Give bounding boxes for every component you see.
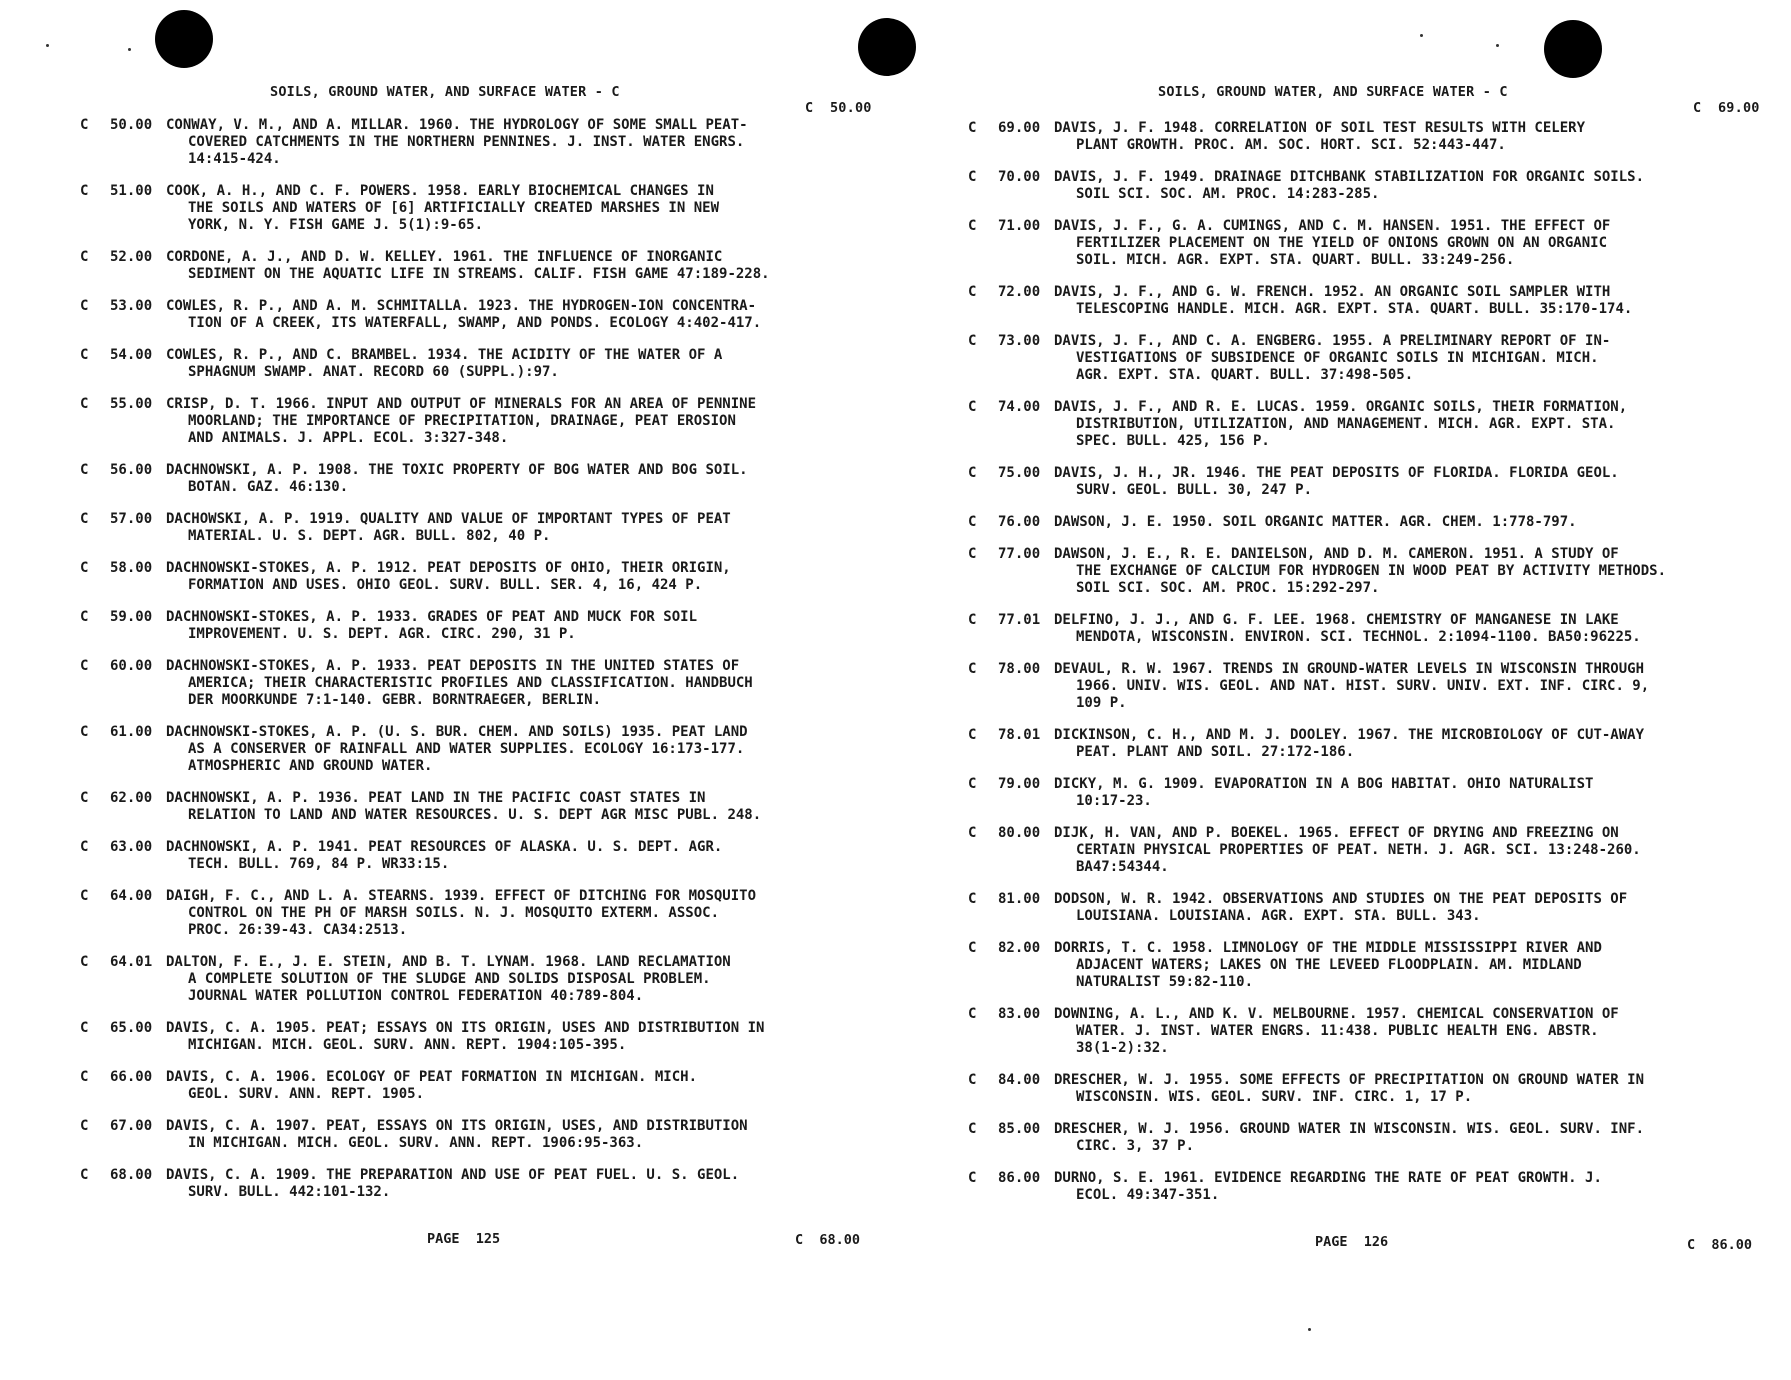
entry-section-letter: C: [968, 940, 977, 956]
entry-number: 58.00: [110, 560, 153, 576]
citation-line: MATERIAL. U. S. DEPT. AGR. BULL. 802, 40 P.: [188, 528, 551, 544]
entry-number: 50.00: [110, 117, 153, 133]
citation-line: DAVIS, J. F., AND R. E. LUCAS. 1959. ORGANIC SOILS, THEIR FORMATION,: [1054, 399, 1628, 415]
reference-entry: [968, 218, 1778, 269]
entry-section-letter: C: [968, 1121, 977, 1137]
citation-line: THE SOILS AND WATERS OF [6] ARTIFICIALLY CREATED MARSHES IN NEW: [188, 200, 720, 216]
citation-line: 38(1-2):32.: [1076, 1040, 1169, 1056]
entry-section-letter: C: [968, 661, 977, 677]
entry-citation: [1054, 661, 1778, 712]
citation-line: CERTAIN PHYSICAL PROPERTIES OF PEAT. NETH. J. AGR. SCI. 13:248-260.: [1076, 842, 1641, 858]
entry-citation: [166, 658, 880, 709]
entry-section-letter: C: [968, 1072, 977, 1088]
footer-entry-code: C 68.00: [795, 1232, 861, 1248]
entry-number: 78.00: [998, 661, 1041, 677]
citation-line: SPEC. BULL. 425, 156 P.: [1076, 433, 1270, 449]
entry-citation: [1054, 465, 1778, 499]
reference-entry: [968, 940, 1778, 991]
citation-line: AND ANIMALS. J. APPL. ECOL. 3:327-348.: [188, 430, 509, 446]
reference-entry: [80, 511, 880, 545]
reference-entry: [80, 1020, 880, 1054]
citation-line: FORMATION AND USES. OHIO GEOL. SURV. BULL. SER. 4, 16, 424 P.: [188, 577, 703, 593]
entry-section-letter: C: [968, 612, 977, 628]
citation-line: DAVIS, C. A. 1907. PEAT, ESSAYS ON ITS ORIGIN, USES, AND DISTRIBUTION: [166, 1118, 748, 1134]
scan-speck: [1420, 34, 1423, 37]
reference-entry: [968, 1072, 1778, 1106]
citation-line: BOTAN. GAZ. 46:130.: [188, 479, 349, 495]
punch-hole: [155, 10, 213, 68]
entry-number: 59.00: [110, 609, 153, 625]
citation-line: COWLES, R. P., AND C. BRAMBEL. 1934. THE ACIDITY OF THE WATER OF A: [166, 347, 723, 363]
citation-line: PROC. 26:39-43. CA34:2513.: [188, 922, 408, 938]
entry-number: 78.01: [998, 727, 1041, 743]
entry-number: 76.00: [998, 514, 1041, 530]
entry-section-letter: C: [80, 954, 89, 970]
citation-line: VESTIGATIONS OF SUBSIDENCE OF ORGANIC SOILS IN MICHIGAN. MICH.: [1076, 350, 1599, 366]
citation-line: LOUISIANA. LOUISIANA. AGR. EXPT. STA. BULL. 343.: [1076, 908, 1481, 924]
citation-line: DAVIS, C. A. 1905. PEAT; ESSAYS ON ITS ORIGIN, USES AND DISTRIBUTION IN: [166, 1020, 765, 1036]
reference-entry: [80, 724, 880, 775]
entry-section-letter: C: [968, 333, 977, 349]
entry-citation: [1054, 333, 1778, 384]
entry-section-letter: C: [80, 462, 89, 478]
entry-number: 71.00: [998, 218, 1041, 234]
citation-line: ATMOSPHERIC AND GROUND WATER.: [188, 758, 433, 774]
citation-line: SEDIMENT ON THE AQUATIC LIFE IN STREAMS. CALIF. FISH GAME 47:189-228.: [188, 266, 770, 282]
entry-number: 80.00: [998, 825, 1041, 841]
entry-section-letter: C: [80, 609, 89, 625]
entry-number: 66.00: [110, 1069, 153, 1085]
citation-line: DAWSON, J. E., R. E. DANIELSON, AND D. M. CAMERON. 1951. A STUDY OF: [1054, 546, 1619, 562]
reference-entry: [968, 612, 1778, 646]
entry-section-letter: C: [80, 511, 89, 527]
citation-line: RELATION TO LAND AND WATER RESOURCES. U. S. DEPT AGR MISC PUBL. 248.: [188, 807, 762, 823]
reference-entry: [80, 888, 880, 939]
citation-line: COWLES, R. P., AND A. M. SCHMITALLA. 1923. THE HYDROGEN-ION CONCENTRA-: [166, 298, 757, 314]
entry-number: 55.00: [110, 396, 153, 412]
entry-section-letter: C: [80, 888, 89, 904]
entry-citation: [1054, 1006, 1778, 1057]
reference-entry: [968, 1121, 1778, 1155]
reference-entry: [968, 727, 1778, 761]
header-entry-code: C 69.00: [1693, 100, 1760, 116]
citation-line: CORDONE, A. J., AND D. W. KELLEY. 1961. THE INFLUENCE OF INORGANIC: [166, 249, 723, 265]
entry-citation: [1054, 399, 1778, 450]
punch-hole: [1544, 20, 1602, 78]
citation-line: DODSON, W. R. 1942. OBSERVATIONS AND STUDIES ON THE PEAT DEPOSITS OF: [1054, 891, 1628, 907]
entry-citation: [1054, 218, 1778, 269]
entry-section-letter: C: [968, 465, 977, 481]
citation-line: DAVIS, J. F., G. A. CUMINGS, AND C. M. HANSEN. 1951. THE EFFECT OF: [1054, 218, 1611, 234]
entry-citation: [166, 396, 880, 447]
entry-section-letter: C: [80, 249, 89, 265]
scan-speck: [1496, 44, 1499, 47]
citation-line: DACHNOWSKI-STOKES, A. P. 1933. PEAT DEPOSITS IN THE UNITED STATES OF: [166, 658, 740, 674]
reference-entry: [80, 249, 880, 283]
entry-citation: [1054, 612, 1778, 646]
scan-speck: [46, 44, 49, 47]
citation-line: ADJACENT WATERS; LAKES ON THE LEVEED FLOODPLAIN. AM. MIDLAND: [1076, 957, 1582, 973]
entry-section-letter: C: [968, 727, 977, 743]
citation-line: DICKY, M. G. 1909. EVAPORATION IN A BOG HABITAT. OHIO NATURALIST: [1054, 776, 1594, 792]
citation-line: CRISP, D. T. 1966. INPUT AND OUTPUT OF MINERALS FOR AN AREA OF PENNINE: [166, 396, 757, 412]
citation-line: TELESCOPING HANDLE. MICH. AGR. EXPT. STA. QUART. BULL. 35:170-174.: [1076, 301, 1633, 317]
citation-line: DAVIS, J. F. 1949. DRAINAGE DITCHBANK STABILIZATION FOR ORGANIC SOILS.: [1054, 169, 1645, 185]
entry-section-letter: C: [80, 1020, 89, 1036]
entry-citation: [166, 790, 880, 824]
entry-number: 53.00: [110, 298, 153, 314]
entry-citation: [166, 888, 880, 939]
entry-section-letter: C: [80, 1069, 89, 1085]
entry-number: 77.00: [998, 546, 1041, 562]
citation-line: SOIL SCI. SOC. AM. PROC. 15:292-297.: [1076, 580, 1380, 596]
scan-speck: [128, 48, 131, 51]
reference-entry: [968, 399, 1778, 450]
reference-entry: [968, 891, 1778, 925]
citation-line: DAVIS, J. F. 1948. CORRELATION OF SOIL TEST RESULTS WITH CELERY: [1054, 120, 1586, 136]
citation-line: DACHNOWSKI-STOKES, A. P. 1933. GRADES OF PEAT AND MUCK FOR SOIL: [166, 609, 698, 625]
reference-entry: [80, 396, 880, 447]
citation-line: A COMPLETE SOLUTION OF THE SLUDGE AND SOLIDS DISPOSAL PROBLEM.: [188, 971, 711, 987]
reference-entry: [80, 183, 880, 234]
citation-line: TECH. BULL. 769, 84 P. WR33:15.: [188, 856, 450, 872]
citation-line: 1966. UNIV. WIS. GEOL. AND NAT. HIST. SURV. UNIV. EXT. INF. CIRC. 9,: [1076, 678, 1650, 694]
entry-citation: [166, 1020, 880, 1054]
reference-entry: [968, 465, 1778, 499]
entry-citation: [1054, 1170, 1778, 1204]
citation-line: DOWNING, A. L., AND K. V. MELBOURNE. 1957. CHEMICAL CONSERVATION OF: [1054, 1006, 1619, 1022]
reference-entry: [80, 1167, 880, 1201]
citation-line: DAWSON, J. E. 1950. SOIL ORGANIC MATTER. AGR. CHEM. 1:778-797.: [1054, 514, 1577, 530]
entry-citation: [166, 249, 880, 283]
reference-entry: [80, 658, 880, 709]
reference-entry: [80, 117, 880, 168]
entry-citation: [1054, 825, 1778, 876]
reference-entry: [80, 1118, 880, 1152]
entry-citation: [1054, 514, 1778, 531]
entry-section-letter: C: [80, 117, 89, 133]
entry-citation: [166, 609, 880, 643]
entry-section-letter: C: [80, 1118, 89, 1134]
entry-number: 86.00: [998, 1170, 1041, 1186]
reference-entry: [80, 560, 880, 594]
entry-citation: [1054, 169, 1778, 203]
entry-section-letter: C: [80, 298, 89, 314]
citation-line: SURV. BULL. 442:101-132.: [188, 1184, 391, 1200]
citation-line: DEVAUL, R. W. 1967. TRENDS IN GROUND-WATER LEVELS IN WISCONSIN THROUGH: [1054, 661, 1645, 677]
header-title: SOILS, GROUND WATER, AND SURFACE WATER - C: [270, 84, 620, 100]
entry-number: 61.00: [110, 724, 153, 740]
citation-line: DAVIS, J. F., AND C. A. ENGBERG. 1955. A PRELIMINARY REPORT OF IN-: [1054, 333, 1611, 349]
entry-citation: [166, 1069, 880, 1103]
entry-section-letter: C: [968, 891, 977, 907]
citation-line: COOK, A. H., AND C. F. POWERS. 1958. EARLY BIOCHEMICAL CHANGES IN: [166, 183, 714, 199]
citation-line: IN MICHIGAN. MICH. GEOL. SURV. ANN. REPT. 1906:95-363.: [188, 1135, 644, 1151]
entry-citation: [1054, 891, 1778, 925]
entry-number: 51.00: [110, 183, 153, 199]
citation-line: DACHNOWSKI-STOKES, A. P. 1912. PEAT DEPOSITS OF OHIO, THEIR ORIGIN,: [166, 560, 731, 576]
entry-number: 83.00: [998, 1006, 1041, 1022]
citation-line: MENDOTA, WISCONSIN. ENVIRON. SCI. TECHNOL. 2:1094-1100. BA50:96225.: [1076, 629, 1641, 645]
citation-line: BA47:54344.: [1076, 859, 1169, 875]
citation-line: WATER. J. INST. WATER ENGRS. 11:438. PUBLIC HEALTH ENG. ABSTR.: [1076, 1023, 1599, 1039]
citation-line: NATURALIST 59:82-110.: [1076, 974, 1254, 990]
entry-number: 68.00: [110, 1167, 153, 1183]
citation-line: DRESCHER, W. J. 1956. GROUND WATER IN WISCONSIN. WIS. GEOL. SURV. INF.: [1054, 1121, 1645, 1137]
citation-line: YORK, N. Y. FISH GAME J. 5(1):9-65.: [188, 217, 484, 233]
entry-number: 70.00: [998, 169, 1041, 185]
citation-line: CONWAY, V. M., AND A. MILLAR. 1960. THE HYDROLOGY OF SOME SMALL PEAT-: [166, 117, 748, 133]
entry-citation: [166, 954, 880, 1005]
citation-line: CONTROL ON THE PH OF MARSH SOILS. N. J. MOSQUITO EXTERM. ASSOC.: [188, 905, 720, 921]
citation-line: 109 P.: [1076, 695, 1127, 711]
citation-line: AMERICA; THEIR CHARACTERISTIC PROFILES AND CLASSIFICATION. HANDBUCH: [188, 675, 753, 691]
footer-entry-code: C 86.00: [1687, 1237, 1753, 1253]
reference-entry: [968, 825, 1778, 876]
entry-citation: [1054, 284, 1778, 318]
citation-line: AS A CONSERVER OF RAINFALL AND WATER SUPPLIES. ECOLOGY 16:173-177.: [188, 741, 745, 757]
entry-citation: [166, 839, 880, 873]
citation-line: FERTILIZER PLACEMENT ON THE YIELD OF ONIONS GROWN ON AN ORGANIC: [1076, 235, 1608, 251]
entry-section-letter: C: [80, 347, 89, 363]
reference-entry: [80, 1069, 880, 1103]
entry-citation: [166, 183, 880, 234]
reference-entry: [968, 1006, 1778, 1057]
header-title: SOILS, GROUND WATER, AND SURFACE WATER - C: [1158, 84, 1508, 100]
citation-line: DRESCHER, W. J. 1955. SOME EFFECTS OF PRECIPITATION ON GROUND WATER IN: [1054, 1072, 1645, 1088]
reference-entry: [968, 169, 1778, 203]
bibliography-entries: [80, 117, 880, 1216]
entry-number: 84.00: [998, 1072, 1041, 1088]
citation-line: MICHIGAN. MICH. GEOL. SURV. ANN. REPT. 1904:105-395.: [188, 1037, 627, 1053]
entry-number: 69.00: [998, 120, 1041, 136]
citation-line: IMPROVEMENT. U. S. DEPT. AGR. CIRC. 290, 31 P.: [188, 626, 576, 642]
entry-number: 64.01: [110, 954, 153, 970]
citation-line: SPHAGNUM SWAMP. ANAT. RECORD 60 (SUPPL.):97.: [188, 364, 559, 380]
entry-number: 77.01: [998, 612, 1041, 628]
entry-section-letter: C: [80, 658, 89, 674]
reference-entry: [968, 284, 1778, 318]
entry-number: 62.00: [110, 790, 153, 806]
entry-number: 75.00: [998, 465, 1041, 481]
entry-section-letter: C: [968, 514, 977, 530]
citation-line: DACHNOWSKI, A. P. 1908. THE TOXIC PROPERTY OF BOG WATER AND BOG SOIL.: [166, 462, 748, 478]
entry-number: 60.00: [110, 658, 153, 674]
entry-number: 67.00: [110, 1118, 153, 1134]
entry-section-letter: C: [968, 1006, 977, 1022]
entry-citation: [1054, 1072, 1778, 1106]
citation-line: DER MOORKUNDE 7:1-140. GEBR. BORNTRAEGER, BERLIN.: [188, 692, 602, 708]
citation-line: PEAT. PLANT AND SOIL. 27:172-186.: [1076, 744, 1355, 760]
header-entry-code: C 50.00: [805, 100, 872, 116]
reference-entry: [80, 298, 880, 332]
entry-citation: [1054, 727, 1778, 761]
citation-line: DORRIS, T. C. 1958. LIMNOLOGY OF THE MIDDLE MISSISSIPPI RIVER AND: [1054, 940, 1602, 956]
bibliography-entries: [968, 120, 1778, 1219]
entry-section-letter: C: [80, 839, 89, 855]
entry-citation: [166, 511, 880, 545]
entry-citation: [1054, 546, 1778, 597]
entry-number: 79.00: [998, 776, 1041, 792]
entry-number: 57.00: [110, 511, 153, 527]
entry-citation: [1054, 1121, 1778, 1155]
citation-line: WISCONSIN. WIS. GEOL. SURV. INF. CIRC. 1, 17 P.: [1076, 1089, 1473, 1105]
citation-line: DACHNOWSKI, A. P. 1941. PEAT RESOURCES OF ALASKA. U. S. DEPT. AGR.: [166, 839, 723, 855]
entry-number: 85.00: [998, 1121, 1041, 1137]
citation-line: DAVIS, J. F., AND G. W. FRENCH. 1952. AN ORGANIC SOIL SAMPLER WITH: [1054, 284, 1611, 300]
citation-line: DAIGH, F. C., AND L. A. STEARNS. 1939. EFFECT OF DITCHING FOR MOSQUITO: [166, 888, 757, 904]
citation-line: THE EXCHANGE OF CALCIUM FOR HYDROGEN IN WOOD PEAT BY ACTIVITY METHODS.: [1076, 563, 1667, 579]
citation-line: DIJK, H. VAN, AND P. BOEKEL. 1965. EFFECT OF DRYING AND FREEZING ON: [1054, 825, 1619, 841]
citation-line: DELFINO, J. J., AND G. F. LEE. 1968. CHEMISTRY OF MANGANESE IN LAKE: [1054, 612, 1619, 628]
reference-entry: [80, 347, 880, 381]
entry-citation: [166, 117, 880, 168]
entry-section-letter: C: [968, 120, 977, 136]
reference-entry: [80, 954, 880, 1005]
entry-section-letter: C: [80, 724, 89, 740]
citation-line: DACHNOWSKI, A. P. 1936. PEAT LAND IN THE PACIFIC COAST STATES IN: [166, 790, 706, 806]
reference-entry: [968, 514, 1778, 531]
reference-entry: [968, 120, 1778, 154]
entry-section-letter: C: [968, 399, 977, 415]
page-126: [896, 0, 1791, 1380]
reference-entry: [80, 462, 880, 496]
citation-line: SOIL. MICH. AGR. EXPT. STA. QUART. BULL. 33:249-256.: [1076, 252, 1515, 268]
entry-section-letter: C: [80, 183, 89, 199]
entry-section-letter: C: [968, 1170, 977, 1186]
citation-line: COVERED CATCHMENTS IN THE NORTHERN PENNINES. J. INST. WATER ENGRS.: [188, 134, 745, 150]
citation-line: JOURNAL WATER POLLUTION CONTROL FEDERATION 40:789-804.: [188, 988, 644, 1004]
entry-section-letter: C: [968, 169, 977, 185]
entry-section-letter: C: [968, 546, 977, 562]
citation-line: DICKINSON, C. H., AND M. J. DOOLEY. 1967. THE MICROBIOLOGY OF CUT-AWAY: [1054, 727, 1645, 743]
entry-section-letter: C: [80, 790, 89, 806]
entry-number: 54.00: [110, 347, 153, 363]
entry-number: 63.00: [110, 839, 153, 855]
entry-section-letter: C: [968, 284, 977, 300]
citation-line: ECOL. 49:347-351.: [1076, 1187, 1220, 1203]
reference-entry: [968, 776, 1778, 810]
reference-entry: [968, 1170, 1778, 1204]
entry-section-letter: C: [80, 560, 89, 576]
entry-number: 65.00: [110, 1020, 153, 1036]
entry-number: 82.00: [998, 940, 1041, 956]
citation-line: MOORLAND; THE IMPORTANCE OF PRECIPITATION, DRAINAGE, PEAT EROSION: [188, 413, 736, 429]
entry-citation: [1054, 120, 1778, 154]
entry-section-letter: C: [80, 1167, 89, 1183]
citation-line: DURNO, S. E. 1961. EVIDENCE REGARDING THE RATE OF PEAT GROWTH. J.: [1054, 1170, 1602, 1186]
entry-citation: [1054, 776, 1778, 810]
entry-citation: [166, 462, 880, 496]
entry-number: 72.00: [998, 284, 1041, 300]
entry-number: 74.00: [998, 399, 1041, 415]
entry-citation: [166, 1167, 880, 1201]
citation-line: DALTON, F. E., J. E. STEIN, AND B. T. LYNAM. 1968. LAND RECLAMATION: [166, 954, 731, 970]
citation-line: TION OF A CREEK, ITS WATERFALL, SWAMP, AND PONDS. ECOLOGY 4:402-417.: [188, 315, 762, 331]
citation-line: 10:17-23.: [1076, 793, 1152, 809]
entry-number: 56.00: [110, 462, 153, 478]
entry-number: 73.00: [998, 333, 1041, 349]
entry-citation: [166, 560, 880, 594]
page-125: [0, 0, 895, 1380]
entry-section-letter: C: [80, 396, 89, 412]
citation-line: 14:415-424.: [188, 151, 281, 167]
citation-line: SOIL SCI. SOC. AM. PROC. 14:283-285.: [1076, 186, 1380, 202]
entry-section-letter: C: [968, 776, 977, 792]
reference-entry: [80, 609, 880, 643]
entry-citation: [166, 724, 880, 775]
citation-line: DACHOWSKI, A. P. 1919. QUALITY AND VALUE OF IMPORTANT TYPES OF PEAT: [166, 511, 731, 527]
reference-entry: [80, 839, 880, 873]
page-number: PAGE 126: [1315, 1234, 1389, 1250]
citation-line: AGR. EXPT. STA. QUART. BULL. 37:498-505.: [1076, 367, 1414, 383]
citation-line: PLANT GROWTH. PROC. AM. SOC. HORT. SCI. 52:443-447.: [1076, 137, 1506, 153]
reference-entry: [968, 546, 1778, 597]
entry-section-letter: C: [968, 218, 977, 234]
reference-entry: [968, 661, 1778, 712]
entry-citation: [1054, 940, 1778, 991]
entry-number: 81.00: [998, 891, 1041, 907]
citation-line: DACHNOWSKI-STOKES, A. P. (U. S. BUR. CHEM. AND SOILS) 1935. PEAT LAND: [166, 724, 748, 740]
citation-line: GEOL. SURV. ANN. REPT. 1905.: [188, 1086, 425, 1102]
entry-citation: [166, 298, 880, 332]
citation-line: DAVIS, J. H., JR. 1946. THE PEAT DEPOSITS OF FLORIDA. FLORIDA GEOL.: [1054, 465, 1619, 481]
scan-speck: [1308, 1328, 1311, 1331]
citation-line: DAVIS, C. A. 1909. THE PREPARATION AND USE OF PEAT FUEL. U. S. GEOL.: [166, 1167, 740, 1183]
entry-citation: [166, 1118, 880, 1152]
reference-entry: [80, 790, 880, 824]
citation-line: DISTRIBUTION, UTILIZATION, AND MANAGEMENT. MICH. AGR. EXPT. STA.: [1076, 416, 1616, 432]
entry-citation: [166, 347, 880, 381]
page-number: PAGE 125: [427, 1231, 501, 1247]
citation-line: SURV. GEOL. BULL. 30, 247 P.: [1076, 482, 1313, 498]
citation-line: DAVIS, C. A. 1906. ECOLOGY OF PEAT FORMATION IN MICHIGAN. MICH.: [166, 1069, 698, 1085]
entry-section-letter: C: [968, 825, 977, 841]
reference-entry: [968, 333, 1778, 384]
entry-number: 52.00: [110, 249, 153, 265]
entry-number: 64.00: [110, 888, 153, 904]
citation-line: CIRC. 3, 37 P.: [1076, 1138, 1195, 1154]
